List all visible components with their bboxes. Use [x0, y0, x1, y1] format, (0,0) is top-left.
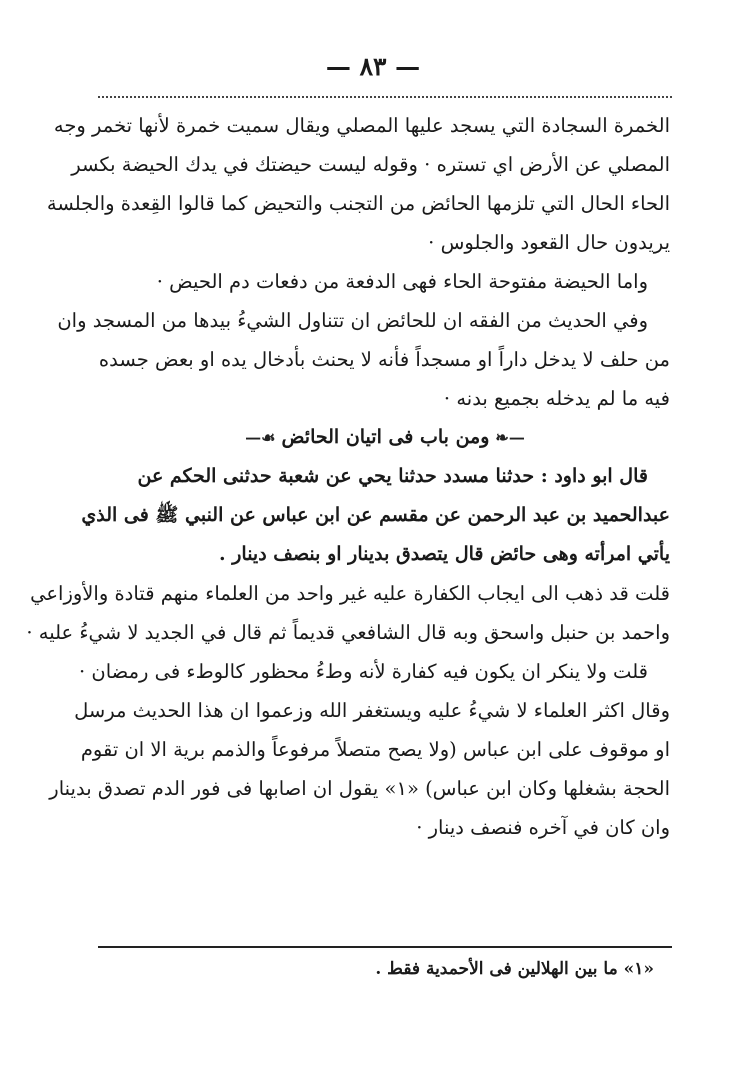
text-line: يريدون حال القعود والجلوس · — [428, 231, 670, 254]
footnote-rule — [98, 946, 672, 948]
text-line: من حلف لا يدخل داراً او مسجداً فأنه لا يحنث بأدخال يده او بعض جسده — [98, 348, 670, 371]
page-number: — ٨٣ — — [325, 52, 421, 81]
hadith-line: عبدالحميد بن عبد الرحمن عن مقسم عن ابن عباس عن النبي ﷺ فى الذي — [81, 504, 670, 526]
section-heading — [100, 418, 670, 457]
commentary-line: قلت ولا ينكر ان يكون فيه كفارة لأنه وطءُ محظور كالوطء فى رمضان · — [79, 660, 648, 683]
commentary-line: او موقوف على ابن عباس (ولا يصح متصلاً مرفوعاً والذمم برية الا ان تقوم — [80, 738, 670, 761]
commentary-line: وان كان في آخره فنصف دينار · — [416, 816, 670, 839]
section-heading-text: ومن باب فى اتيان الحائض — [281, 426, 490, 448]
text-line: وفي الحديث من الفقه ان للحائض ان تتناول الشيءُ بيدها من المسجد وان — [57, 309, 648, 332]
ornament-left-icon: ☙— — [245, 428, 276, 447]
ornament-right-icon: —❧ — [495, 428, 525, 447]
commentary-line: واحمد بن حنبل واسحق وبه قال الشافعي قديماً ثم قال في الجديد لا شيءُ عليه · — [26, 621, 670, 644]
text-line: فيه ما لم يدخله بجميع بدنه · — [443, 387, 670, 410]
text-line: الخمرة السجادة التي يسجد عليها المصلي ويقال سميت خمرة لأنها تخمر وجه — [53, 114, 670, 137]
footnote: «١» ما بين الهلالين فى الأحمدية فقط . — [375, 959, 654, 979]
body-text — [26, 106, 670, 847]
commentary-line: وقال اكثر العلماء لا شيءُ عليه ويستغفر الله وزعموا ان هذا الحديث مرسل — [74, 699, 670, 722]
text-line: المصلي عن الأرض اي تستره · وقوله ليست حيضتك في يدك الحيضة بكسر — [71, 153, 670, 176]
commentary-line: الحجة بشغلها وكان ابن عباس) «١» يقول ان اصابها فى فور الدم تصدق بدينار — [49, 777, 670, 800]
text-line: واما الحيضة مفتوحة الحاء فهى الدفعة من دفعات دم الحيض · — [156, 270, 648, 293]
commentary-line: قلت قد ذهب الى ايجاب الكفارة عليه غير واحد من العلماء منهم قتادة والأوزاعي — [30, 582, 670, 605]
hadith-line: قال ابو داود : حدثنا مسدد حدثنا يحي عن شعبة حدثنى الحكم عن — [137, 465, 648, 487]
header-dotted-rule — [98, 96, 672, 98]
hadith-line: يأتي امرأته وهى حائض قال يتصدق بدينار او بنصف دينار . — [219, 543, 670, 565]
text-line: الحاء الحال التي تلزمها الحائض من التجنب والتحيض كما قالوا القِعدة والجلسة — [46, 192, 670, 215]
